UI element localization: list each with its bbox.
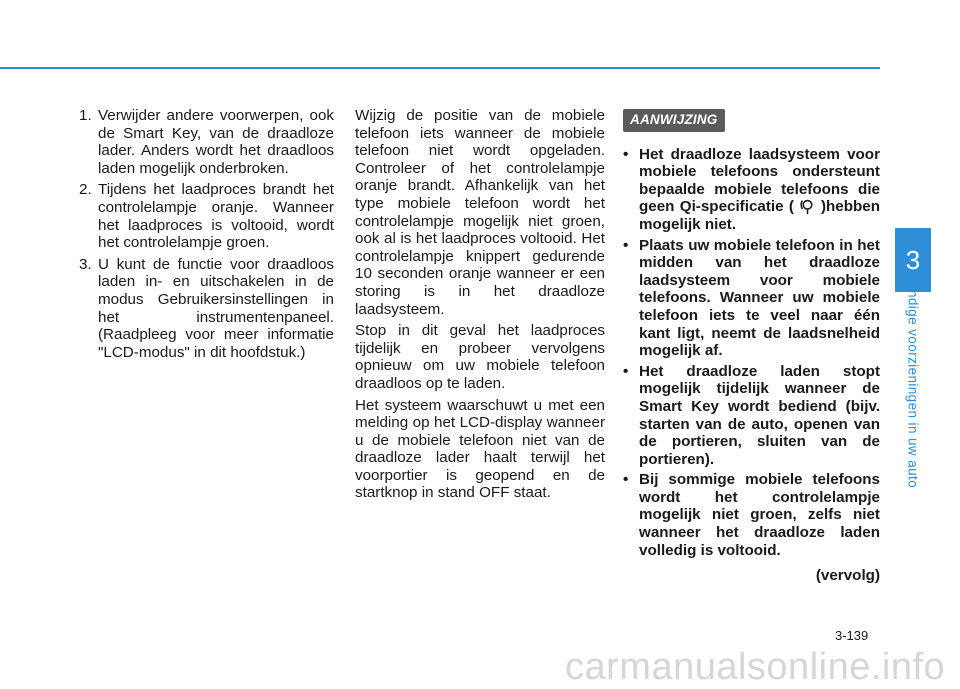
page-number: 3-139 [835,628,869,643]
list-item [79,107,334,177]
note-list [623,146,880,560]
chapter-number: 3 [905,244,921,275]
list-item [623,237,880,360]
list-item [79,181,334,251]
paragraph: Wijzig de positie van de mobiele telefoon iets wanneer de mobiele telefoon niet wordt opgeladen. Controleer of het controlelampje oranje brandt. Afhankelijk van het type mobiele telefoon wordt het controlelampje mogelijk niet groen, ook al is het laadproces voltooid. Het controlelampje knippert gedurende 10 seconden oranje wanneer er een storing is in het draadloze laadsysteem. [355,107,605,318]
paragraph: Het systeem waarschuwt u met een melding op het LCD-display wanneer u de mobiele telefoon niet van de draadloze lader haalt terwijl het voorportier is geopend en de startknop in stand OFF staat. [355,396,605,502]
bullet-icon: • [623,236,629,254]
body-text-column [355,107,605,506]
step-number: 2. [79,181,92,199]
step-text: Verwijder andere voorwerpen, ook de Smart Key, van de draadloze lader. Anders wordt het draadloos laden mogelijk onderbroken. [98,107,334,177]
step-text: U kunt de functie voor draadloos laden in- en uitschakelen in de modus Gebruikersinstellingen in het instrumentenpaneel. (Raadpleeg voor meer informatie "LCD-modus" in dit hoofdstuk.) [98,255,334,361]
bullet-icon: • [623,362,629,380]
note-text: Plaats uw mobiele telefoon in het midden van het draadloze laadsysteem voor mobiele telefoons. Wanneer uw mobiele telefoon iets te veel naar één kant ligt, neemt de laadsnelheid mogelijk af. [639,236,880,360]
step-number: 1. [79,107,92,124]
numbered-steps [79,107,334,365]
qi-text-before: Het draadloze laadsysteem voor mobiele telefoons ondersteunt bepaalde mobiele telefoons die geen Qi-specificatie ( [639,145,880,216]
bullet-icon: • [623,471,629,489]
list-item [79,256,334,362]
note-text [639,146,880,234]
watermark: carmanualsonline.info [565,646,946,688]
note-text: Het draadloze laden stopt mogelijk tijdelijk wanneer de Smart Key wordt bediend (bijv. starten van de auto, openen van de portieren, sluiten van de portieren). [639,362,880,468]
step-number: 3. [79,255,92,273]
qi-text-after: )hebben mogelijk niet. [639,198,880,233]
list-item [623,471,880,559]
note-badge: AANWIJZING [623,109,725,132]
note-text: Bij sommige mobiele telefoons wordt het controlelampje mogelijk niet groen, zelfs niet wanneer het draadloze laden volledig is voltooid. [639,471,880,559]
chapter-title: Handige voorzieningen in uw auto [905,271,921,489]
list-item [623,146,880,234]
list-item [623,363,880,469]
qi-wireless-icon [799,198,816,215]
paragraph: Stop in dit geval het laadproces tijdelijk en probeer vervolgens opnieuw om uw mobiele telefoon draadloos op te laden. [355,322,605,392]
continued-label: (vervolg) [815,567,880,585]
bullet-icon: • [623,145,629,163]
top-divider [0,67,880,69]
note-box [623,109,880,585]
step-text: Tijdens het laadproces brandt het controlelampje oranje. Wanneer het laadproces is voltooid, wordt het controlelampje groen. [98,181,334,252]
